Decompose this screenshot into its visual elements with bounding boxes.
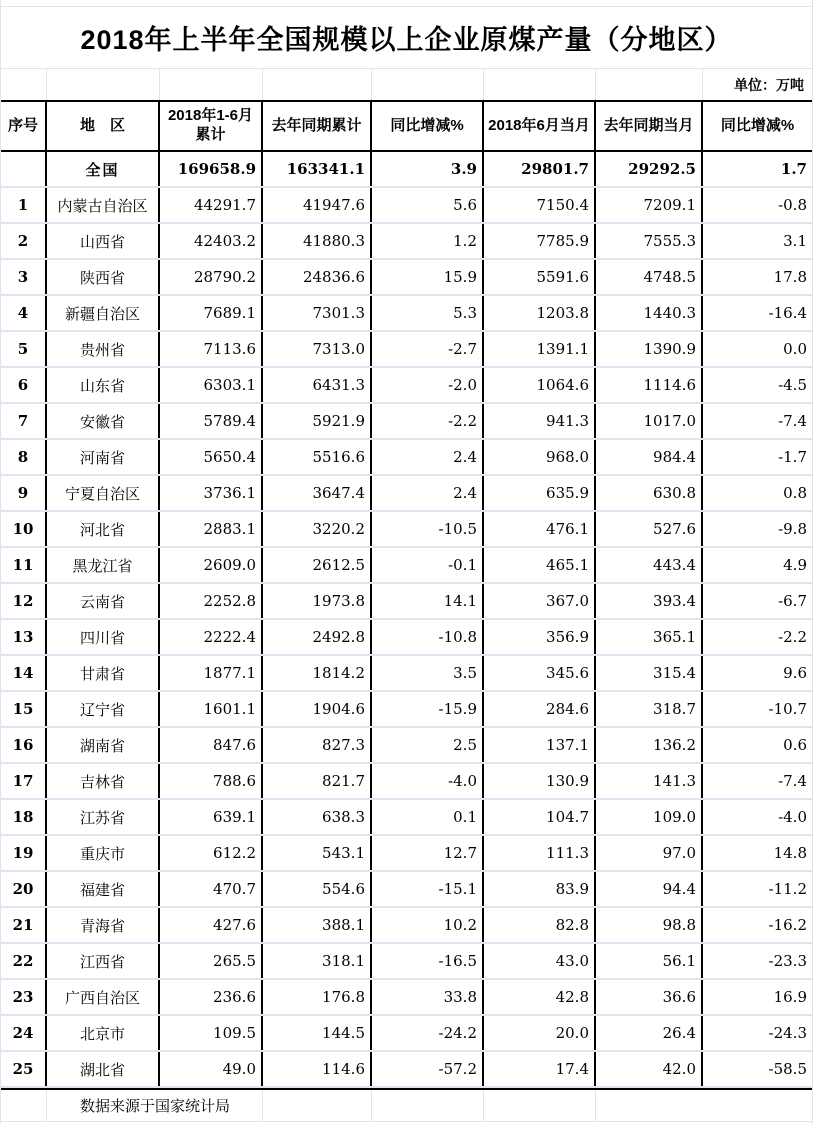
cell-no: 15: [1, 692, 47, 726]
cell-jun-2018: 83.9: [484, 872, 596, 906]
footer-spacer: [596, 1090, 703, 1121]
cell-jun-2018: 1391.1: [484, 332, 596, 366]
footer-spacer: [372, 1090, 484, 1121]
cell-region: 内蒙古自治区: [47, 188, 160, 222]
cell-no: 14: [1, 656, 47, 690]
cell-yoy-cum: -10.5: [372, 512, 484, 546]
cell-cum-prev-year: 2612.5: [263, 548, 372, 582]
cell-region: 湖北省: [47, 1052, 160, 1086]
cell-yoy-jun: -9.8: [778, 520, 807, 538]
cell-yoy-cum: -57.2: [372, 1052, 484, 1086]
table-row: [1, 548, 812, 584]
cell-cum-prev-year: 543.1: [263, 836, 372, 870]
cell-no: 12: [1, 584, 47, 618]
table-row: [1, 656, 812, 692]
cell-yoy-jun: -1.7: [778, 448, 807, 466]
cell-region: 湖南省: [47, 728, 160, 762]
cell-yoy-cum: -2.7: [372, 332, 484, 366]
header-no: 序号: [1, 102, 47, 150]
cell-yoy-jun: 4.9: [783, 556, 807, 574]
table-row: [1, 476, 812, 512]
cell-cum-2018: 6303.1: [160, 368, 263, 402]
unit-row-spacer: [484, 69, 596, 100]
cell-yoy-jun: 17.8: [773, 268, 807, 286]
cell-no: 20: [1, 872, 47, 906]
table-row: [1, 836, 812, 872]
cell-no: 24: [1, 1016, 47, 1050]
table-row: [1, 584, 812, 620]
cell-yoy-cum: 12.7: [372, 836, 484, 870]
unit-row-spacer: [596, 69, 703, 100]
table-row: [1, 188, 812, 224]
cell-yoy-jun: -7.4: [778, 772, 807, 790]
cell-no: 16: [1, 728, 47, 762]
table-row: [1, 440, 812, 476]
table-row: [1, 944, 812, 980]
cell-cum-2018: 639.1: [160, 800, 263, 834]
cell-cum-prev-year: 144.5: [263, 1016, 372, 1050]
cell-cum-prev-year: 7313.0: [263, 332, 372, 366]
table-row: [1, 692, 812, 728]
footer-spacer: [263, 1090, 372, 1121]
table-row: [1, 1016, 812, 1052]
cell-cum-prev-year: 1814.2: [263, 656, 372, 690]
cell-cum-prev-year: 41880.3: [263, 224, 372, 258]
cell-region: 全国: [47, 152, 160, 186]
cell-yoy-jun: -23.3: [768, 952, 807, 970]
cell-jun-prev-year: 109.0: [596, 800, 703, 834]
cell-yoy-cum: -15.1: [372, 872, 484, 906]
cell-region: 河北省: [47, 512, 160, 546]
cell-jun-2018: 1064.6: [484, 368, 596, 402]
cell-jun-prev-year: 984.4: [596, 440, 703, 474]
cell-region: 山东省: [47, 368, 160, 402]
cell-yoy-jun: 0.8: [783, 484, 807, 502]
cell-jun-prev-year: 318.7: [596, 692, 703, 726]
cell-jun-2018: 5591.6: [484, 260, 596, 294]
cell-jun-2018: 367.0: [484, 584, 596, 618]
cell-jun-2018: 345.6: [484, 656, 596, 690]
cell-cum-prev-year: 638.3: [263, 800, 372, 834]
cell-region: 山西省: [47, 224, 160, 258]
cell-jun-prev-year: 97.0: [596, 836, 703, 870]
cell-no: [1, 152, 47, 186]
cell-region: 安徽省: [47, 404, 160, 438]
cell-jun-prev-year: 315.4: [596, 656, 703, 690]
cell-cum-2018: 7113.6: [160, 332, 263, 366]
cell-jun-2018: 7785.9: [484, 224, 596, 258]
cell-jun-prev-year: 7555.3: [596, 224, 703, 258]
cell-jun-prev-year: 42.0: [596, 1052, 703, 1086]
cell-cum-2018: 169658.9: [160, 152, 263, 186]
cell-yoy-cum: 2.5: [372, 728, 484, 762]
cell-yoy-jun: -16.4: [768, 304, 807, 322]
cell-cum-2018: 42403.2: [160, 224, 263, 258]
cell-cum-prev-year: 163341.1: [263, 152, 372, 186]
cell-yoy-cum: 33.8: [372, 980, 484, 1014]
cell-cum-prev-year: 114.6: [263, 1052, 372, 1086]
cell-no: 23: [1, 980, 47, 1014]
cell-yoy-jun: 3.1: [783, 232, 807, 250]
cell-region: 广西自治区: [47, 980, 160, 1014]
cell-jun-2018: 17.4: [484, 1052, 596, 1086]
cell-cum-prev-year: 176.8: [263, 980, 372, 1014]
cell-yoy-cum: 3.9: [372, 152, 484, 186]
cell-cum-2018: 612.2: [160, 836, 263, 870]
cell-jun-prev-year: 393.4: [596, 584, 703, 618]
unit-row-spacer: [160, 69, 263, 100]
header-region: 地 区: [47, 102, 160, 150]
cell-no: 13: [1, 620, 47, 654]
header-jun-2018: 2018年6月当月: [484, 102, 596, 150]
cell-jun-2018: 104.7: [484, 800, 596, 834]
header-yoy-jun: 同比增减%: [720, 116, 795, 134]
header-cum-prev-year: 去年同期累计: [263, 102, 372, 150]
cell-cum-2018: 470.7: [160, 872, 263, 906]
cell-yoy-cum: -2.0: [372, 368, 484, 402]
cell-cum-prev-year: 3220.2: [263, 512, 372, 546]
cell-no: 4: [1, 296, 47, 330]
table-row: [1, 332, 812, 368]
cell-jun-2018: 29801.7: [484, 152, 596, 186]
cell-cum-2018: 2222.4: [160, 620, 263, 654]
cell-jun-2018: 968.0: [484, 440, 596, 474]
cell-yoy-cum: 15.9: [372, 260, 484, 294]
cell-yoy-jun: -4.0: [778, 808, 807, 826]
table-row: [1, 728, 812, 764]
cell-no: 2: [1, 224, 47, 258]
table-row: [1, 260, 812, 296]
cell-cum-2018: 265.5: [160, 944, 263, 978]
cell-cum-prev-year: 7301.3: [263, 296, 372, 330]
cell-jun-prev-year: 26.4: [596, 1016, 703, 1050]
cell-yoy-cum: 3.5: [372, 656, 484, 690]
cell-no: 8: [1, 440, 47, 474]
cell-jun-prev-year: 1017.0: [596, 404, 703, 438]
cell-region: 陕西省: [47, 260, 160, 294]
cell-cum-2018: 236.6: [160, 980, 263, 1014]
cell-cum-prev-year: 554.6: [263, 872, 372, 906]
cell-yoy-jun: -11.2: [768, 880, 807, 898]
cell-jun-prev-year: 443.4: [596, 548, 703, 582]
table-row: [1, 404, 812, 440]
cell-jun-prev-year: 94.4: [596, 872, 703, 906]
cell-cum-2018: 788.6: [160, 764, 263, 798]
cell-jun-2018: 43.0: [484, 944, 596, 978]
cell-cum-prev-year: 388.1: [263, 908, 372, 942]
cell-yoy-jun: 1.7: [780, 160, 807, 178]
cell-jun-2018: 635.9: [484, 476, 596, 510]
cell-cum-2018: 49.0: [160, 1052, 263, 1086]
cell-yoy-cum: -2.2: [372, 404, 484, 438]
cell-region: 甘肃省: [47, 656, 160, 690]
cell-yoy-cum: 5.3: [372, 296, 484, 330]
cell-jun-prev-year: 7209.1: [596, 188, 703, 222]
cell-jun-prev-year: 29292.5: [596, 152, 703, 186]
cell-cum-2018: 28790.2: [160, 260, 263, 294]
cell-region: 青海省: [47, 908, 160, 942]
cell-cum-2018: 5789.4: [160, 404, 263, 438]
cell-jun-prev-year: 1390.9: [596, 332, 703, 366]
header-cum-2018: 2018年1-6月累计: [160, 102, 263, 150]
cell-yoy-cum: -16.5: [372, 944, 484, 978]
cell-no: 19: [1, 836, 47, 870]
cell-jun-prev-year: 1114.6: [596, 368, 703, 402]
cell-yoy-jun: 0.0: [783, 340, 807, 358]
table-body: [1, 152, 812, 1088]
cell-no: 9: [1, 476, 47, 510]
cell-cum-prev-year: 1904.6: [263, 692, 372, 726]
cell-region: 重庆市: [47, 836, 160, 870]
cell-cum-2018: 2609.0: [160, 548, 263, 582]
cell-region: 北京市: [47, 1016, 160, 1050]
cell-no: 11: [1, 548, 47, 582]
table-row: [1, 764, 812, 800]
cell-yoy-jun: 16.9: [773, 988, 807, 1006]
header-jun-prev-year: 去年同期当月: [596, 102, 703, 150]
cell-no: 22: [1, 944, 47, 978]
unit-row-spacer: [47, 69, 160, 100]
cell-yoy-jun: -4.5: [778, 376, 807, 394]
cell-jun-prev-year: 98.8: [596, 908, 703, 942]
unit-row: [1, 68, 812, 100]
cell-cum-prev-year: 5516.6: [263, 440, 372, 474]
cell-jun-prev-year: 136.2: [596, 728, 703, 762]
cell-region: 新疆自治区: [47, 296, 160, 330]
cell-jun-2018: 356.9: [484, 620, 596, 654]
cell-yoy-cum: -15.9: [372, 692, 484, 726]
cell-cum-2018: 2883.1: [160, 512, 263, 546]
cell-yoy-jun: -16.2: [768, 916, 807, 934]
cell-no: 25: [1, 1052, 47, 1086]
footer-spacer: [1, 1090, 47, 1121]
cell-yoy-cum: -4.0: [372, 764, 484, 798]
cell-region: 江苏省: [47, 800, 160, 834]
cell-jun-2018: 7150.4: [484, 188, 596, 222]
cell-jun-2018: 284.6: [484, 692, 596, 726]
cell-jun-2018: 111.3: [484, 836, 596, 870]
cell-region: 四川省: [47, 620, 160, 654]
cell-cum-prev-year: 318.1: [263, 944, 372, 978]
cell-jun-2018: 476.1: [484, 512, 596, 546]
unit-row-spacer: [1, 69, 47, 100]
table-row: [1, 512, 812, 548]
cell-jun-prev-year: 4748.5: [596, 260, 703, 294]
cell-yoy-cum: 5.6: [372, 188, 484, 222]
cell-yoy-cum: 2.4: [372, 476, 484, 510]
cell-yoy-jun: 14.8: [773, 844, 807, 862]
data-source-note: 数据来源于国家统计局: [47, 1090, 263, 1121]
header-row: [1, 100, 812, 152]
unit-label: 单位：万吨: [734, 77, 804, 94]
cell-jun-2018: 465.1: [484, 548, 596, 582]
cell-yoy-jun: -2.2: [778, 628, 807, 646]
table-row: [1, 620, 812, 656]
unit-row-spacer: [263, 69, 372, 100]
cell-region: 吉林省: [47, 764, 160, 798]
cell-yoy-jun: -7.4: [778, 412, 807, 430]
page-title: 2018年上半年全国规模以上企业原煤产量（分地区）: [1, 6, 812, 68]
cell-region: 黑龙江省: [47, 548, 160, 582]
table-row: [1, 908, 812, 944]
footer-row: [1, 1088, 812, 1122]
cell-yoy-cum: 1.2: [372, 224, 484, 258]
cell-yoy-jun: -10.7: [768, 700, 807, 718]
cell-no: 7: [1, 404, 47, 438]
cell-region: 福建省: [47, 872, 160, 906]
cell-cum-2018: 427.6: [160, 908, 263, 942]
header-yoy-cum: 同比增减%: [372, 102, 484, 150]
table-row: [1, 224, 812, 260]
cell-cum-prev-year: 24836.6: [263, 260, 372, 294]
cell-no: 1: [1, 188, 47, 222]
cell-no: 18: [1, 800, 47, 834]
cell-no: 10: [1, 512, 47, 546]
cell-cum-prev-year: 827.3: [263, 728, 372, 762]
table-row: [1, 1052, 812, 1088]
table-row: [1, 800, 812, 836]
cell-cum-prev-year: 2492.8: [263, 620, 372, 654]
cell-no: 21: [1, 908, 47, 942]
cell-yoy-jun: 9.6: [783, 664, 807, 682]
cell-jun-2018: 1203.8: [484, 296, 596, 330]
cell-jun-prev-year: 527.6: [596, 512, 703, 546]
cell-cum-prev-year: 41947.6: [263, 188, 372, 222]
cell-cum-2018: 1601.1: [160, 692, 263, 726]
cell-cum-prev-year: 6431.3: [263, 368, 372, 402]
table-row: [1, 368, 812, 404]
table-row: [1, 872, 812, 908]
cell-jun-2018: 130.9: [484, 764, 596, 798]
cell-region: 云南省: [47, 584, 160, 618]
cell-cum-prev-year: 5921.9: [263, 404, 372, 438]
cell-jun-prev-year: 141.3: [596, 764, 703, 798]
cell-yoy-cum: 0.1: [372, 800, 484, 834]
cell-no: 6: [1, 368, 47, 402]
cell-yoy-cum: -10.8: [372, 620, 484, 654]
cell-cum-2018: 1877.1: [160, 656, 263, 690]
total-row: [1, 152, 812, 188]
cell-yoy-jun: -6.7: [778, 592, 807, 610]
cell-jun-prev-year: 56.1: [596, 944, 703, 978]
cell-cum-2018: 847.6: [160, 728, 263, 762]
cell-yoy-cum: -0.1: [372, 548, 484, 582]
cell-yoy-jun: 0.6: [783, 736, 807, 754]
cell-yoy-cum: 10.2: [372, 908, 484, 942]
cell-jun-2018: 137.1: [484, 728, 596, 762]
cell-region: 贵州省: [47, 332, 160, 366]
cell-region: 辽宁省: [47, 692, 160, 726]
cell-yoy-cum: -24.2: [372, 1016, 484, 1050]
cell-cum-2018: 7689.1: [160, 296, 263, 330]
cell-cum-2018: 3736.1: [160, 476, 263, 510]
footer-spacer: [484, 1090, 596, 1121]
cell-cum-prev-year: 3647.4: [263, 476, 372, 510]
cell-no: 5: [1, 332, 47, 366]
cell-jun-prev-year: 365.1: [596, 620, 703, 654]
cell-jun-2018: 20.0: [484, 1016, 596, 1050]
cell-region: 宁夏自治区: [47, 476, 160, 510]
cell-cum-2018: 109.5: [160, 1016, 263, 1050]
cell-yoy-jun: -24.3: [768, 1024, 807, 1042]
cell-yoy-cum: 2.4: [372, 440, 484, 474]
cell-jun-2018: 82.8: [484, 908, 596, 942]
cell-jun-2018: 42.8: [484, 980, 596, 1014]
cell-cum-2018: 2252.8: [160, 584, 263, 618]
cell-yoy-jun: -58.5: [768, 1060, 807, 1078]
cell-region: 河南省: [47, 440, 160, 474]
cell-yoy-jun: -0.8: [778, 196, 807, 214]
cell-cum-2018: 44291.7: [160, 188, 263, 222]
cell-region: 江西省: [47, 944, 160, 978]
cell-yoy-cum: 14.1: [372, 584, 484, 618]
cell-jun-prev-year: 1440.3: [596, 296, 703, 330]
table-row: [1, 296, 812, 332]
table-row: [1, 980, 812, 1016]
cell-jun-prev-year: 630.8: [596, 476, 703, 510]
cell-jun-2018: 941.3: [484, 404, 596, 438]
cell-cum-prev-year: 1973.8: [263, 584, 372, 618]
cell-cum-2018: 5650.4: [160, 440, 263, 474]
cell-jun-prev-year: 36.6: [596, 980, 703, 1014]
cell-no: 17: [1, 764, 47, 798]
cell-no: 3: [1, 260, 47, 294]
unit-row-spacer: [372, 69, 484, 100]
cell-cum-prev-year: 821.7: [263, 764, 372, 798]
